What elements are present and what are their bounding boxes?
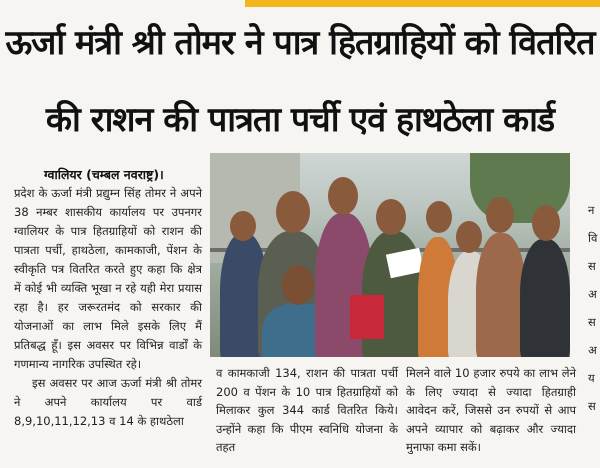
article-column-left	[14, 184, 202, 431]
article-paragraph: इस अवसर पर आज ऊर्जा मंत्री श्री तोमर ने अपने कार्यालय पर वार्ड 8,9,10,11,12,13 व 14 के हाथठेला	[14, 376, 202, 428]
photo-person-head	[376, 199, 406, 235]
photo-person-head	[456, 221, 482, 253]
article-column-right: मिलने वाले 10 हजार रुपये का लाभ लेने के लिए ज्यादा से ज्यादा हितग्राही आवेदन करें, जिससे उन रुपयों से आप अपने व्यापार को बढ़ाकर और ज्यादा मुनाफा कमा सकें।	[406, 366, 576, 454]
photo-person-head	[282, 265, 314, 305]
photo-person	[476, 233, 526, 357]
photo-person-head	[486, 197, 514, 233]
article-paragraph: प्रदेश के ऊर्जा मंत्री प्रद्युम्न सिंह तोमर ने अपने 38 नम्बर शासकीय कार्यालय पर उपनगर ग्वालियर के पात्र हितग्राहियों को राशन की पात्रता पर्ची, हाथठेला, कामकाजी, पेंशन के स्वीकृति पत्र वितरित करते हुए कहा कि क्षेत्र में कोई भी व्यक्ति भूखा न रहे यही मेरा प्रयास रहा है। हर जरूरतमंद को सरकार की योजनाओं का लाभ मिले इसके लिए मैं प्रतिबद्ध हूँ। इस अवसर पर विभिन्न वार्डों के गणमान्य नागरिक उपस्थित रहे।	[14, 186, 202, 371]
headline-line-1: ऊर्जा मंत्री श्री तोमर ने पात्र हितग्राहियों को वितरित	[5, 23, 595, 63]
adjacent-column-edge: न वि स अ स अ य स	[588, 203, 598, 413]
photo-red-bag	[350, 295, 384, 339]
photo-person	[520, 239, 570, 357]
photo-person-head	[426, 201, 452, 233]
dateline: ग्वालियर (चम्बल नवराष्ट्र)।	[44, 167, 164, 182]
photo-person-head	[276, 191, 310, 233]
photo-person-head	[230, 211, 256, 241]
photo-person-head	[328, 177, 358, 215]
photo-person-head	[532, 205, 560, 241]
article-column-middle: व कामकाजी 134, राशन की पात्रता पर्ची 200 व पेंशन के 10 पात्र हितग्राहियों को मिलाकर कुल 344 कार्ड वितरित किये। उन्होंने कहा कि पीएम स्वनिधि योजना के तहत	[216, 366, 398, 454]
top-accent-rule	[245, 0, 600, 7]
headline-line-2: की राशन की पात्रता पर्ची एवं हाथठेला कार्ड	[45, 100, 555, 140]
news-photo	[210, 153, 570, 357]
